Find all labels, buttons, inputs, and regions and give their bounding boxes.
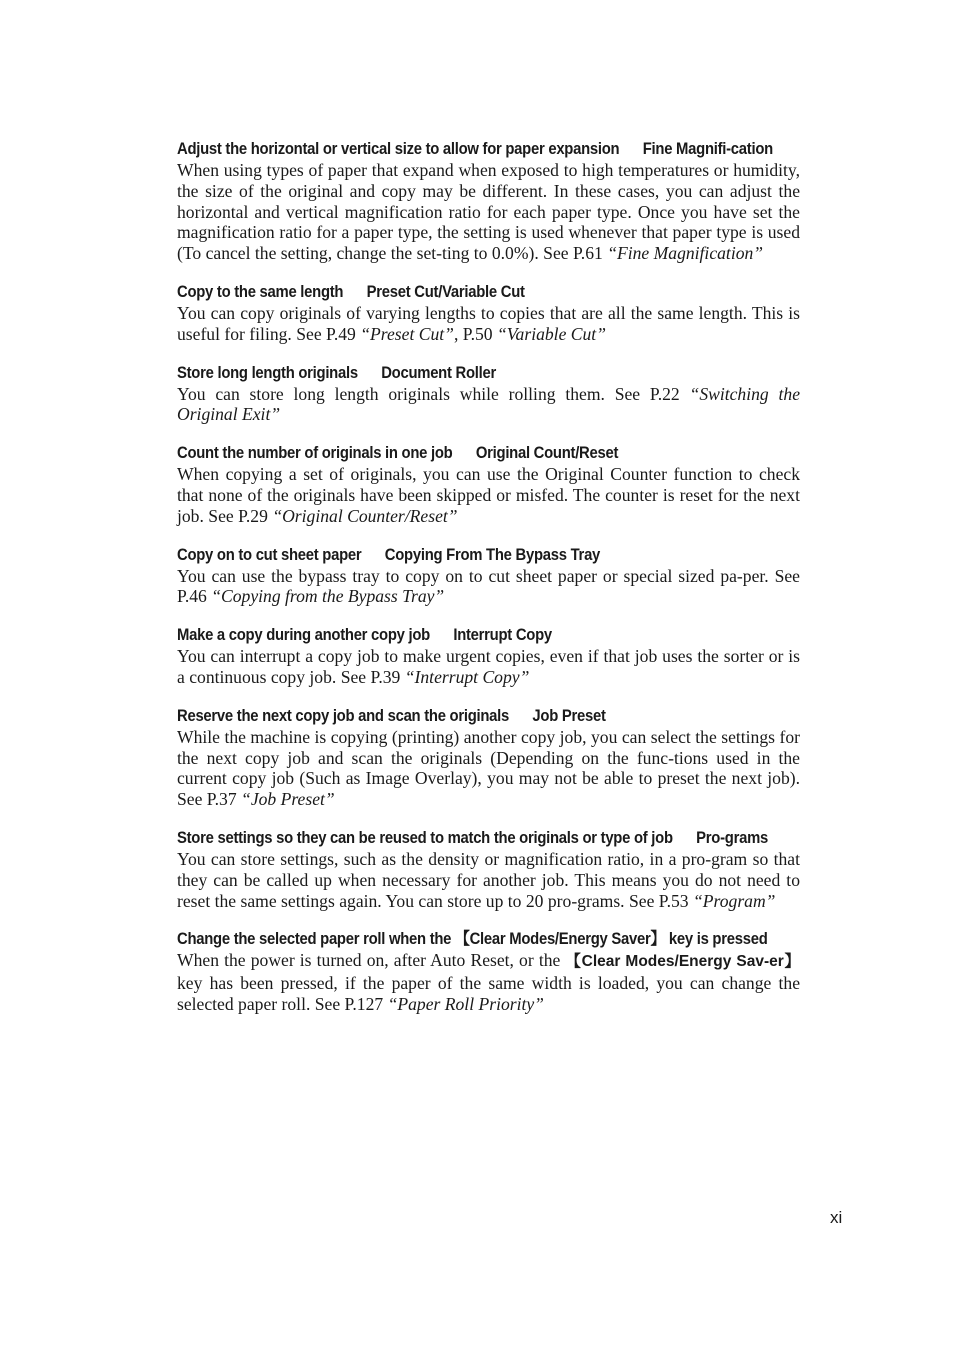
heading-text: Store long length originals <box>177 363 358 382</box>
heading-topic: Copying From The Bypass Tray <box>384 545 601 564</box>
page-number: xi <box>830 1208 843 1227</box>
section-body <box>177 950 800 1014</box>
heading-text: Adjust the horizontal or vertical size to allow for paper expansion <box>177 140 620 158</box>
page-content <box>177 138 800 1032</box>
body-text-continued: key has been pressed, if the paper of the same width is loaded, you can change the selected paper roll. See P.127 <box>177 973 800 1014</box>
heading-topic: Pro-grams <box>696 828 768 847</box>
section-body <box>177 849 800 911</box>
body-text-continued: , P.50 <box>453 323 497 344</box>
heading-topic: Document Roller <box>381 363 496 382</box>
cross-reference: “Program” <box>693 890 776 911</box>
body-text: When using types of paper that expand when exposed to high temperatures or humidity, the size of the original and copy may be different. In these cases, you can adjust the horizontal and vertical magnification ratio for each paper type. Once you have set the magnification ratio for a paper type, the setting is used whenever that paper type is used (To cancel the setting, change the set-ting to 0.0%). See P.61 <box>177 160 800 264</box>
section-body <box>177 727 800 810</box>
body-text: When the power is turned on, after Auto Reset, or the <box>177 950 566 971</box>
section-bypass-tray <box>177 544 800 608</box>
body-text: You can store long length originals while rolling them. See P.22 <box>177 383 690 404</box>
section-body <box>177 464 800 526</box>
cross-reference: “Switching the Original Exit” <box>177 383 800 425</box>
body-text: You can use the bypass tray to copy on to cut sheet paper or special sized pa-per. See P.46 <box>177 565 800 607</box>
section-heading <box>177 138 799 160</box>
section-fine-magnification <box>177 138 800 264</box>
cross-reference: “Interrupt Copy” <box>404 666 530 687</box>
section-heading <box>177 827 799 849</box>
heading-topic: Fine Magnifi-cation <box>642 140 773 158</box>
section-heading <box>177 928 799 950</box>
section-paper-roll-priority <box>177 928 800 1014</box>
heading-topic: Job Preset <box>532 706 606 725</box>
heading-text: Copy to the same length <box>177 282 344 301</box>
cross-reference: “Paper Roll Priority” <box>387 993 544 1014</box>
section-document-roller <box>177 362 800 426</box>
key-name: 【Clear Modes/Energy Sav-er】 <box>565 953 800 971</box>
body-text: You can store settings, such as the density or magnification ratio, in a pro-gram so that they can be called up when necessary for another job. This means you do not need to reset the same settings again. You can store up to 20 pro-grams. See P.53 <box>177 848 800 911</box>
cross-reference: “Preset Cut” <box>360 323 454 344</box>
section-interrupt-copy <box>177 624 800 688</box>
cross-reference: “Original Counter/Reset” <box>272 505 458 526</box>
heading-text: Copy on to cut sheet paper <box>177 545 362 564</box>
section-preset-cut <box>177 281 800 345</box>
section-body <box>177 566 800 608</box>
section-heading <box>177 544 799 566</box>
section-original-count <box>177 442 800 526</box>
heading-text: Store settings so they can be reused to match the originals or type of job <box>177 828 673 847</box>
section-body <box>177 303 800 345</box>
body-text: When copying a set of originals, you can use the Original Counter function to check that none of the originals have been skipped or misfed. The counter is reset for the next job. See P.29 <box>177 464 800 526</box>
heading-text: Change the selected paper roll when the 【Clear Modes/Energy Saver】 key is pressed <box>177 930 768 949</box>
section-body <box>177 160 800 264</box>
body-text: You can copy originals of varying lengths to copies that are all the same length. This is useful for filing. See P.49 <box>177 302 800 344</box>
cross-reference: “Copying from the Bypass Tray” <box>211 586 445 607</box>
body-text: While the machine is copying (printing) another copy job, you can select the settings for the next copy job and scan the originals (Depending on the func-tions used in the current copy job (Such as Image Overlay), you may not be able to preset the next job). See P.37 <box>177 726 800 810</box>
heading-topic: Preset Cut/Variable Cut <box>366 282 525 301</box>
body-text: You can interrupt a copy job to make urgent copies, even if that job uses the sorter or is a continuous copy job. See P.39 <box>177 646 800 687</box>
cross-reference: “Fine Magnification” <box>607 243 764 264</box>
heading-topic: Interrupt Copy <box>453 626 552 645</box>
section-programs <box>177 827 800 911</box>
section-heading <box>177 624 799 646</box>
section-heading <box>177 281 799 303</box>
heading-text: Count the number of originals in one job <box>177 444 453 463</box>
cross-reference: “Variable Cut” <box>496 323 606 344</box>
heading-text: Make a copy during another copy job <box>177 626 430 645</box>
section-heading <box>177 705 799 727</box>
section-body <box>177 646 800 688</box>
section-heading <box>177 362 799 384</box>
cross-reference: “Job Preset” <box>241 789 335 810</box>
section-heading <box>177 442 799 464</box>
section-body <box>177 384 800 426</box>
heading-topic: Original Count/Reset <box>475 444 619 463</box>
section-job-preset <box>177 705 800 810</box>
heading-text: Reserve the next copy job and scan the originals <box>177 706 510 725</box>
